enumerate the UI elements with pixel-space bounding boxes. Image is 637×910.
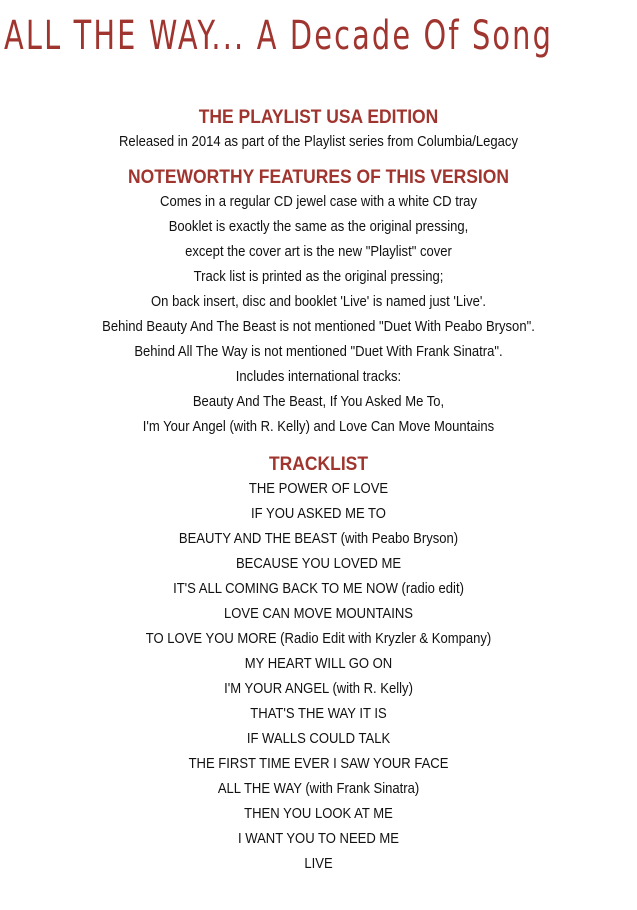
feature-line: Includes international tracks: bbox=[235, 369, 402, 385]
feature-line: I'm Your Angel (with R. Kelly) and Love Can Move Mountains bbox=[142, 419, 495, 435]
track-item: MY HEART WILL GO ON bbox=[244, 656, 393, 672]
track-item: THE FIRST TIME EVER I SAW YOUR FACE bbox=[188, 756, 449, 772]
playlist-heading: THE PLAYLIST USA EDITION bbox=[198, 107, 439, 128]
track-item: IF WALLS COULD TALK bbox=[246, 731, 391, 747]
track-item: IT'S ALL COMING BACK TO ME NOW (radio edit) bbox=[173, 581, 464, 597]
features-section bbox=[0, 166, 637, 440]
tracklist-section bbox=[0, 453, 637, 877]
playlist-section bbox=[0, 106, 637, 155]
track-item: BEAUTY AND THE BEAST (with Peabo Bryson) bbox=[178, 531, 459, 547]
track-item: TO LOVE YOU MORE (Radio Edit with Kryzler & Kompany) bbox=[145, 631, 492, 647]
track-item: THAT'S THE WAY IT IS bbox=[250, 706, 387, 722]
track-item: BECAUSE YOU LOVED ME bbox=[235, 556, 402, 572]
track-list bbox=[0, 477, 637, 877]
features-heading: NOTEWORTHY FEATURES OF THIS VERSION bbox=[127, 167, 510, 188]
track-item: THEN YOU LOOK AT ME bbox=[244, 806, 393, 822]
feature-line: Beauty And The Beast, If You Asked Me To, bbox=[192, 394, 445, 410]
tracklist-heading: TRACKLIST bbox=[268, 454, 369, 475]
feature-line: Track list is printed as the original pressing; bbox=[193, 269, 444, 285]
track-item: LIVE bbox=[304, 856, 333, 872]
feature-line: Behind All The Way is not mentioned "Duet With Frank Sinatra". bbox=[134, 344, 503, 360]
feature-line: except the cover art is the new "Playlist" cover bbox=[185, 244, 452, 260]
feature-line: On back insert, disc and booklet 'Live' is named just 'Live'. bbox=[151, 294, 486, 310]
track-item: IF YOU ASKED ME TO bbox=[251, 506, 386, 522]
feature-line: Comes in a regular CD jewel case with a white CD tray bbox=[160, 194, 477, 210]
document-body bbox=[0, 106, 637, 877]
feature-line: Booklet is exactly the same as the original pressing, bbox=[168, 219, 469, 235]
track-item: I'M YOUR ANGEL (with R. Kelly) bbox=[224, 681, 413, 697]
feature-line: Behind Beauty And The Beast is not mentioned "Duet With Peabo Bryson". bbox=[102, 319, 535, 335]
release-note: Released in 2014 as part of the Playlist series from Columbia/Legacy bbox=[119, 134, 518, 150]
features-list bbox=[0, 190, 637, 440]
track-item: THE POWER OF LOVE bbox=[248, 481, 389, 497]
track-item: I WANT YOU TO NEED ME bbox=[238, 831, 399, 847]
track-item: ALL THE WAY (with Frank Sinatra) bbox=[217, 781, 420, 797]
track-item: LOVE CAN MOVE MOUNTAINS bbox=[223, 606, 413, 622]
page-title: ALL THE WAY... A Decade Of Song bbox=[4, 13, 554, 59]
